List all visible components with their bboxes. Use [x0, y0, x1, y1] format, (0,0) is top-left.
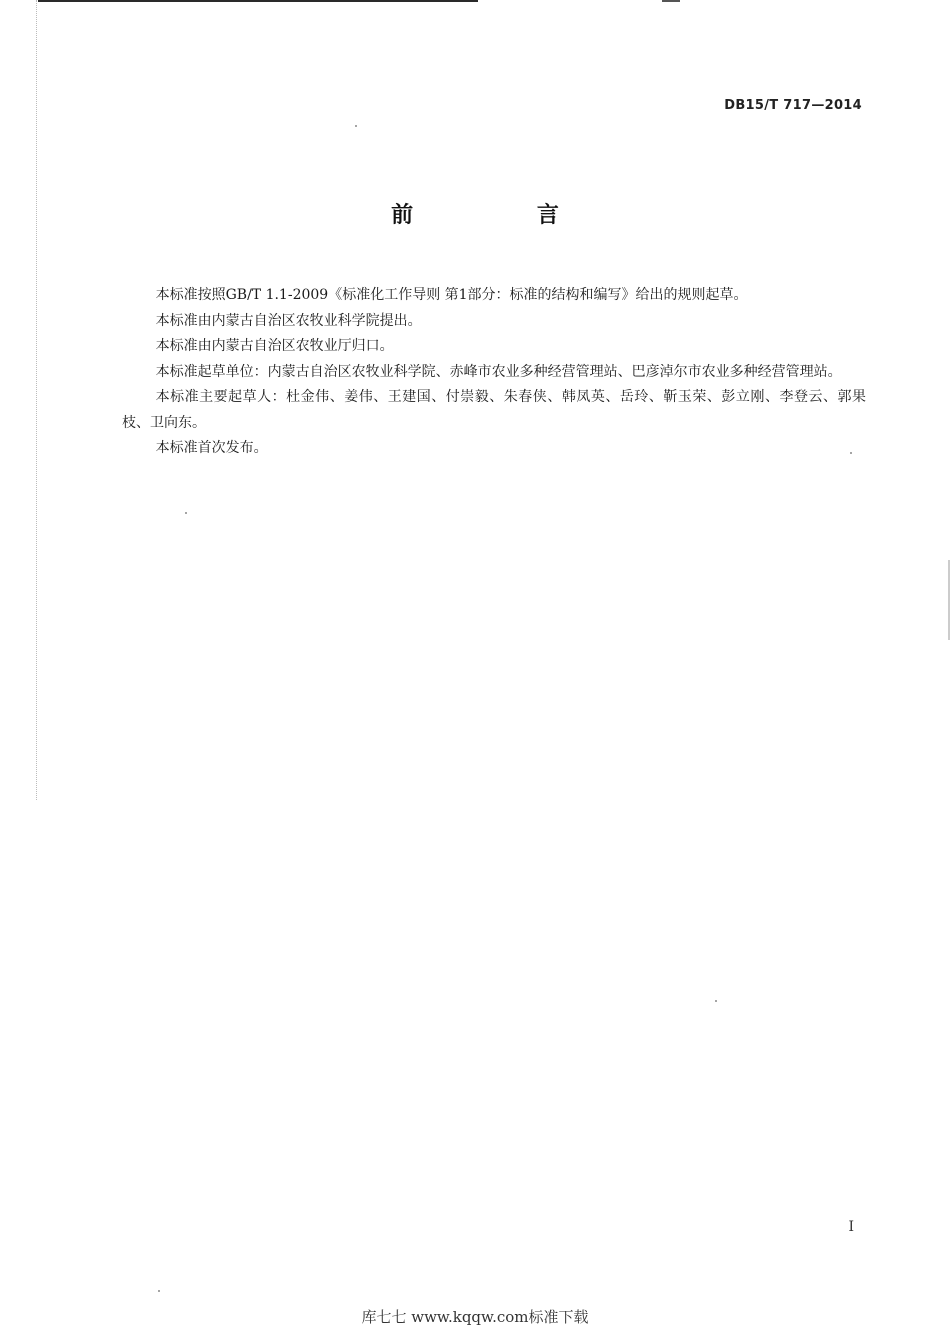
paragraph-drafting-units: 本标准起草单位：内蒙古自治区农牧业科学院、赤峰市农业多种经营管理站、巴彦淖尔市农业多种经营管理站。 [155, 363, 842, 380]
preface-body [122, 283, 866, 462]
paragraph-drafters: 本标准主要起草人：杜金伟、姜伟、王建国、付崇毅、朱春侠、韩凤英、岳玲、靳玉荣、彭立刚、李登云、郭果枝、卫向东。 [122, 389, 866, 431]
paragraph-first-release: 本标准首次发布。 [155, 440, 268, 456]
scan-speck [158, 1290, 160, 1292]
paragraph-drafting-rules: 本标准按照GB/T 1.1-2009《标准化工作导则 第1部分：标准的结构和编写》给出的规则起草。 [155, 287, 748, 303]
paragraph-administrator: 本标准由内蒙古自治区农牧业厅归口。 [155, 338, 394, 354]
document-code: DB15/T 717—2014 [724, 98, 862, 113]
scan-speck [715, 1000, 717, 1002]
scan-border-top [38, 0, 478, 2]
scan-speck [185, 512, 187, 514]
scan-mark-top [662, 0, 680, 2]
page-title: 前 言 [391, 203, 617, 228]
scan-speck [355, 125, 357, 127]
scan-edge-left [36, 0, 38, 800]
footer-watermark: 库七七 www.kqqw.com标准下载 [361, 1308, 589, 1326]
page-number: I [848, 1219, 854, 1235]
paragraph-proposer: 本标准由内蒙古自治区农牧业科学院提出。 [155, 312, 422, 329]
